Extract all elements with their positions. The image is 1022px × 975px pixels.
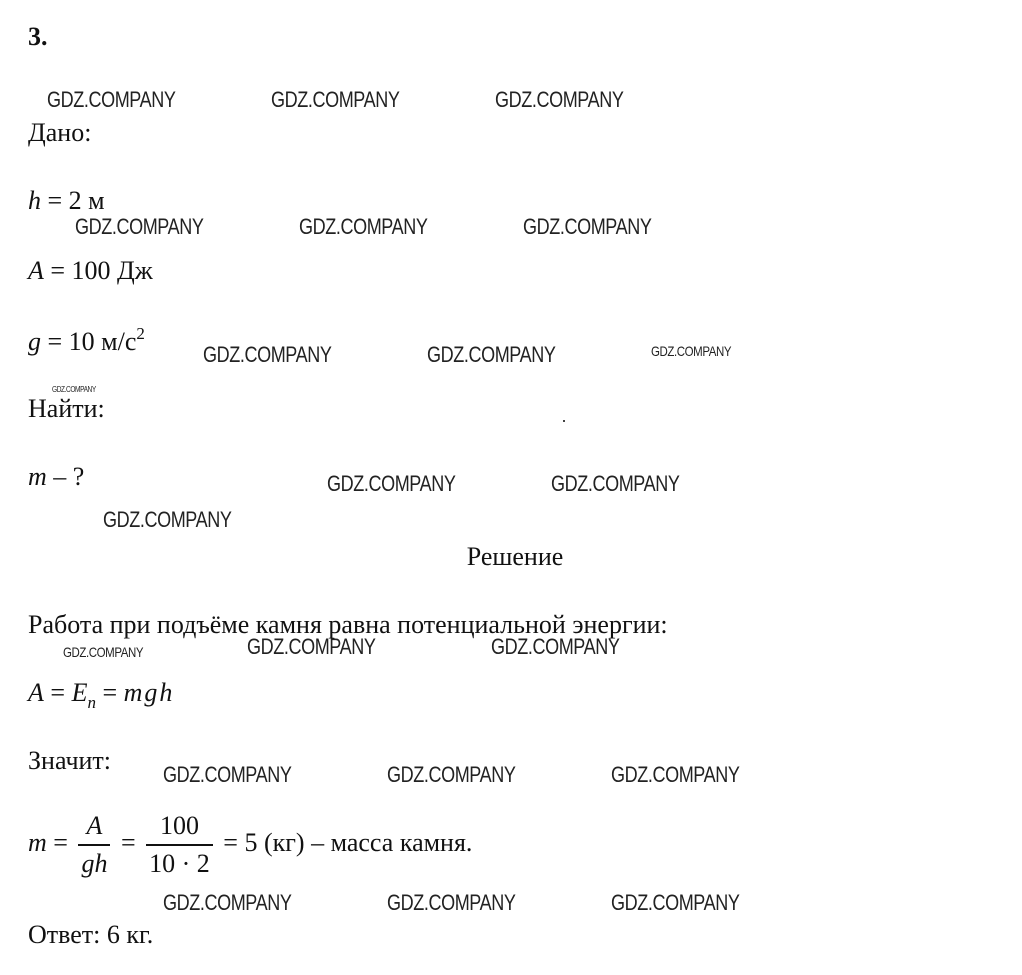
watermark: GDZ.COMPANY [75,214,204,239]
fraction-symbolic [78,808,110,882]
watermark: GDZ.COMPANY [551,471,680,496]
watermark: GDZ.COMPANY [611,762,740,787]
watermark: GDZ.COMPANY [203,342,332,367]
height-symbol: h [28,186,41,215]
find-mass [28,462,84,492]
watermark: GDZ.COMPANY [651,343,732,359]
mass-symbol: m [28,462,47,491]
therefore-label: Значит: [28,746,112,775]
watermark: GDZ.COMPANY [523,214,652,239]
watermark: GDZ.COMPANY [427,342,556,367]
stray-dot [563,420,565,422]
given-work [28,256,153,286]
formula-eq2: = [95,678,124,707]
solution-text: Работа при подъёме камня равна потенциальной энергии: [28,610,668,639]
watermark: GDZ.COMPANY [103,507,232,532]
given-height [28,186,105,216]
fraction-symbolic-numerator: A [78,808,110,846]
formula-eq1: = [43,678,72,707]
formula-mass-eq: = [46,827,75,857]
fraction-numeric-numerator: 100 [146,808,213,846]
formula-mass-result: = 5 (кг) – масса камня. [216,827,473,857]
work-value: = 100 Дж [43,256,153,285]
watermark: GDZ.COMPANY [327,471,456,496]
work-symbol: A [28,256,44,285]
formula-rhs: mgh [123,678,175,707]
formula-mass-eq2: = [114,827,143,857]
answer: Ответ: 6 кг. [28,920,154,949]
fraction-numeric-denominator: 10 · 2 [149,849,210,878]
watermark: GDZ.COMPANY [611,890,740,915]
fraction-symbolic-denominator: gh [81,849,108,878]
watermark: GDZ.COMPANY [63,644,144,660]
problem-number: 3. [28,22,48,51]
watermark: GDZ.COMPANY [299,214,428,239]
watermark: GDZ.COMPANY [163,890,292,915]
solution-title: Решение [466,542,564,571]
height-value: = 2 м [41,186,105,215]
watermark: GDZ.COMPANY [52,385,96,394]
given-gravity [28,324,145,357]
gravity-exponent: 2 [136,324,145,343]
formula-mass-symbol: m [28,827,47,857]
formula-work: A [28,678,44,707]
formula-energy-symbol: E [71,678,88,707]
gravity-symbol: g [28,327,41,356]
watermark: GDZ.COMPANY [387,890,516,915]
watermark: GDZ.COMPANY [47,87,176,112]
watermark: GDZ.COMPANY [247,634,376,659]
formula-mass [28,808,472,882]
formula-energy-subscript: n [87,693,96,712]
find-label: Найти: [28,394,105,423]
watermark: GDZ.COMPANY [163,762,292,787]
mass-question: – ? [46,462,85,491]
watermark: GDZ.COMPANY [271,87,400,112]
watermark: GDZ.COMPANY [491,634,620,659]
watermark: GDZ.COMPANY [387,762,516,787]
given-label: Дано: [28,118,92,147]
watermark: GDZ.COMPANY [495,87,624,112]
formula-energy [28,678,174,713]
gravity-value: = 10 м/с [41,327,137,356]
fraction-numeric [146,808,213,882]
